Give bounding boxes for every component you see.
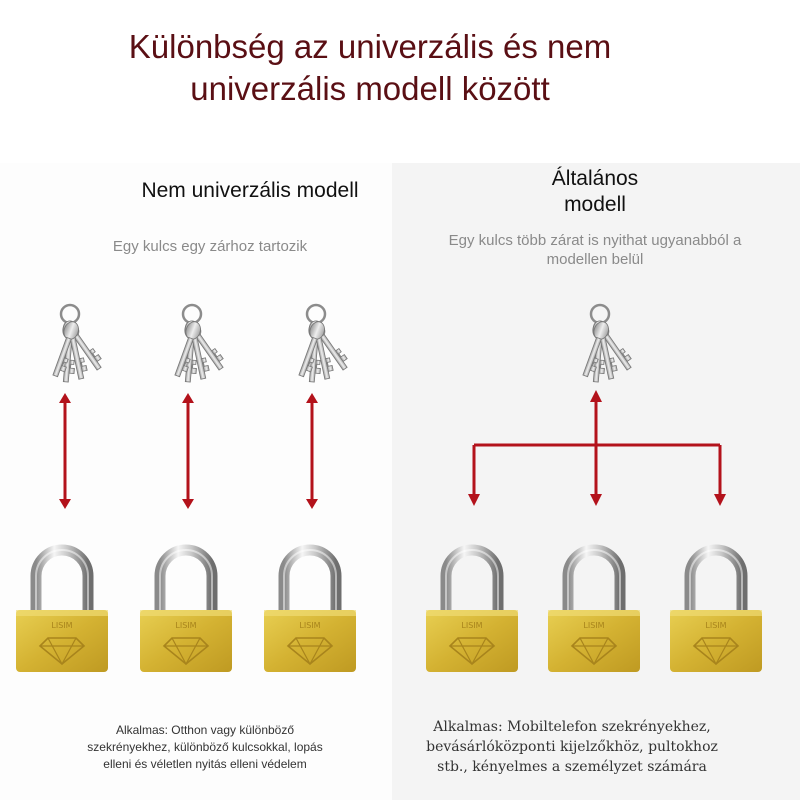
brass-padlock-icon	[424, 536, 520, 676]
right-subtitle-line: modellen belül	[546, 251, 644, 268]
right-heading-line: modell	[564, 193, 626, 216]
page-title-line1: Különbség az univerzális és nem	[128, 28, 612, 65]
left-note-line: Alkalmas: Otthon vagy különböző	[115, 723, 295, 737]
key-bunch-icon	[272, 300, 352, 390]
left-note-line: elleni és véletlen nyitás elleni védelem	[103, 757, 307, 771]
key-bunch-icon	[26, 300, 106, 390]
brass-padlock-icon	[138, 536, 234, 676]
key-bunch-icon	[556, 300, 636, 390]
brass-padlock-icon	[262, 536, 358, 676]
left-heading: Nem univerzális modell	[141, 179, 359, 202]
right-note-line: bevásárlóközponti kijelzőkhöz, pultokhoz	[426, 739, 718, 755]
left-note-line: szekrényekhez, különböző kulcsokkal, lopás	[87, 740, 323, 754]
branching-arrow-icon	[466, 390, 728, 510]
right-subtitle-line: Egy kulcs több zárat is nyithat ugyanabból a	[448, 232, 742, 249]
page-title	[0, 26, 800, 110]
double-arrow-icon	[305, 393, 319, 509]
right-heading-line: Általános	[551, 167, 639, 190]
brass-padlock-icon	[668, 536, 764, 676]
right-note	[382, 717, 762, 777]
right-heading	[500, 166, 690, 218]
right-subtitle	[415, 231, 775, 269]
brass-padlock-icon	[14, 536, 110, 676]
left-subtitle: Egy kulcs egy zárhoz tartozik	[112, 238, 308, 255]
left-note	[50, 722, 360, 773]
right-note-line: Alkalmas: Mobiltelefon szekrényekhez,	[433, 719, 711, 735]
double-arrow-icon	[181, 393, 195, 509]
right-note-line: stb., kényelmes a személyzet számára	[437, 759, 707, 775]
page-title-line2: univerzális modell között	[190, 70, 550, 107]
brass-padlock-icon	[546, 536, 642, 676]
double-arrow-icon	[58, 393, 72, 509]
key-bunch-icon	[148, 300, 228, 390]
